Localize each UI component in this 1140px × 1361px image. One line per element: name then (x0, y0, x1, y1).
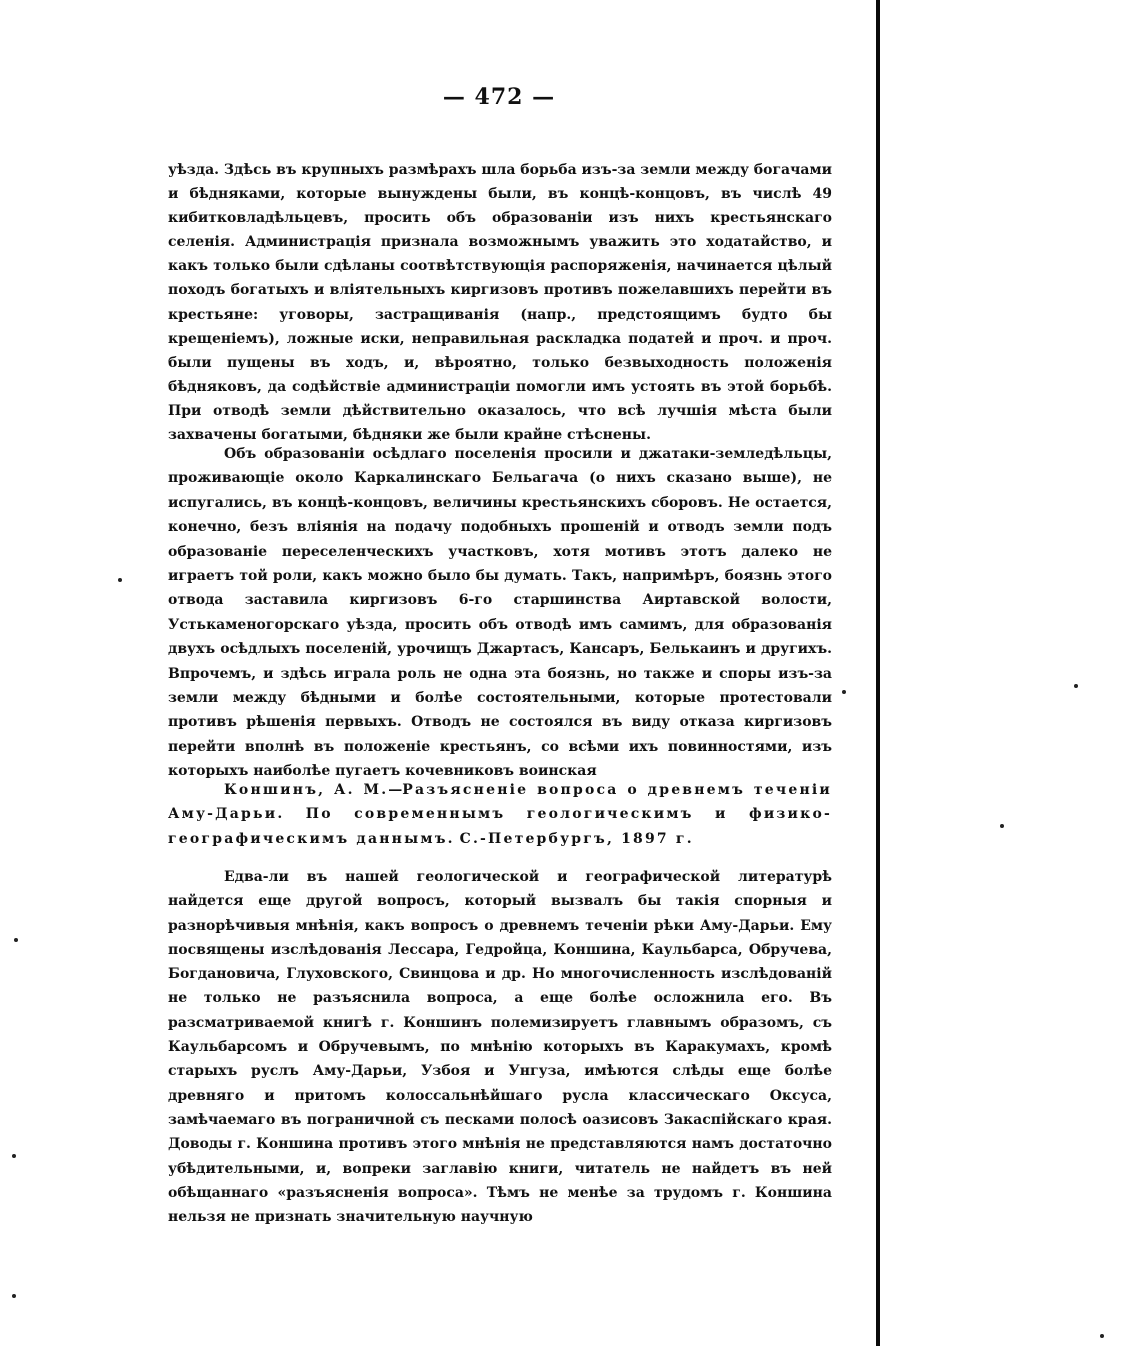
scan-speck (1074, 684, 1078, 688)
scan-speck (1000, 824, 1004, 828)
review-title: Разъясненіе вопроса о древнемъ теченіи Аму-Дарьи. По современнымъ геологическимъ и физико-географическимъ даннымъ. (168, 782, 832, 847)
scan-speck (118, 578, 122, 582)
scan-speck (12, 1294, 16, 1298)
review-dash: — (388, 782, 403, 798)
page-edge-rule (876, 0, 880, 1346)
review-imprint: С.-Петербургъ, 1897 г. (459, 830, 694, 847)
paragraph-1: уѣзда. Здѣсь въ крупныхъ размѣрахъ шла борьба изъ-за земли между богачами и бѣдняками, которые вынуждены были, въ концѣ-концовъ, въ числѣ 49 кибитковладѣльцевъ, просить объ образованіи изъ нихъ крестьянскаго селенія. Администрація признала возможнымъ уважить это ходатайство, и какъ только были сдѣланы соотвѣтствующія распоряженія, начинается цѣлый походъ богатыхъ и вліятельныхъ киргизовъ противъ пожелавшихъ перейти въ крестьяне: уговоры, застращиванія (напр., предстоящимъ будто бы крещеніемъ), ложные иски, неправильная раскладка податей и проч. и проч. были пущены въ ходъ, и, вѣроятно, только безвыходность положенія бѣдняковъ, да содѣйствіе администраціи помогли имъ устоять въ этой борьбѣ. При отводѣ земли дѣйствительно оказалось, что всѣ лучшія мѣста были захвачены богатыми, бѣдняки же были крайне стѣснены. (168, 162, 832, 444)
scan-speck (1100, 1334, 1104, 1338)
page-number: — 472 — (442, 84, 556, 110)
review-heading (168, 778, 832, 851)
review-author: Коншинъ, А. М. (224, 782, 389, 798)
scan-speck (12, 1154, 16, 1158)
scan-speck (842, 690, 846, 694)
scan-speck (14, 938, 18, 942)
review-body: Едва-ли въ нашей геологической и географической литературѣ найдется еще другой вопросъ, который вызвалъ бы такія спорныя и разнорѣчивыя мнѣнія, какъ вопросъ о древнемъ теченіи рѣки Аму-Дарьи. Ему посвящены изслѣдованія Лессара, Гедройца, Коншина, Каульбарса, Обручева, Богдановича, Глуховского, Свинцова и др. Но многочисленность изслѣдованій не только не разъяснила вопроса, а еще болѣе осложнила его. Въ разсматриваемой книгѣ г. Коншинъ полемизируетъ главнымъ образомъ, съ Каульбарсомъ и Обручевымъ, по мнѣнію которыхъ въ Каракумахъ, кромѣ старыхъ руслъ Аму-Дарьи, Узбоя и Унгуза, имѣются слѣды еще болѣе древняго и притомъ колоссальнѣйшаго русла классическаго Оксуса, замѣчаемаго въ пограничной съ песками полосѣ оазисовъ Закаспійскаго края. Доводы г. Коншина противъ этого мнѣнія не представляются намъ достаточно убѣдительными, и, вопреки заглавію книги, читатель не найдетъ въ ней обѣщаннаго «разъясненія вопроса». Тѣмъ не менѣе за трудомъ г. Коншина нельзя не признать значительную научную (168, 869, 832, 1226)
paragraph-2: Объ образованіи осѣдлаго поселенія просили и джатаки-земледѣльцы, проживающіе около Каркалинскаго Бельагача (о нихъ сказано выше), не испугались, въ концѣ-концовъ, величины крестьянскихъ сборовъ. Не остается, конечно, безъ вліянія на подачу подобныхъ прошеній и отводъ земли подъ образованіе переселенческихъ участковъ, хотя мотивъ этотъ далеко не играетъ той роли, какъ можно было бы думать. Такъ, напримѣръ, боязнь этого отвода заставила киргизовъ 6-го старшинства Аиртавской волости, Устькаменогорскаго уѣзда, просить объ отводѣ имъ самимъ, для образованія двухъ осѣдлыхъ поселеній, урочищъ Джартасъ, Кансаръ, Белькаинъ и другихъ. Впрочемъ, и здѣсь играла роль не одна эта боязнь, но также и споры изъ-за земли между бѣдными и болѣе состоятельными, которые протестовали противъ рѣшенія первыхъ. Отводъ не состоялся въ виду отказа киргизовъ перейти вполнѣ въ положеніе крестьянъ, со всѣми ихъ повинностями, изъ которыхъ наиболѣе пугаетъ кочевниковъ воинская (168, 446, 832, 780)
